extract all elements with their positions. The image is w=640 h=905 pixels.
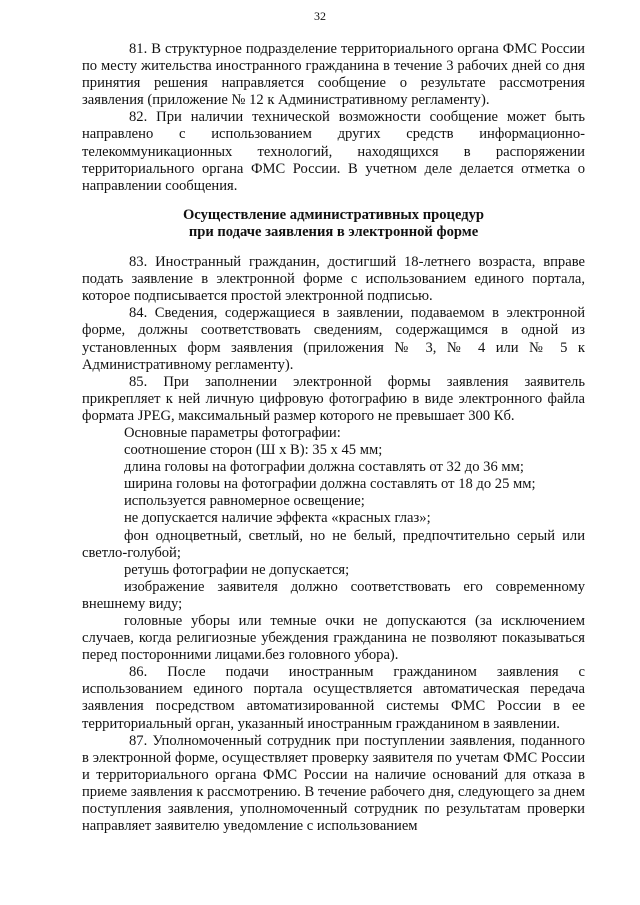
photo-param-item: ширина головы на фотографии должна составлять от 18 до 25 мм;	[124, 476, 536, 493]
paragraph-81: 81. В структурное подразделение территориального органа ФМС России по месту жительства иностранного гражданина в течение 3 рабочих дней со дня принятия решения направляется сообщение о результате рассмотрения заявления (приложение № 12 к Административному регламенту).	[82, 41, 585, 109]
photo-param-item: изображение заявителя должно соответствовать его современному внешнему виду;	[82, 578, 585, 612]
paragraph-82: 82. При наличии технической возможности сообщение может быть направлено с использованием других средств информационно-телекоммуникационных технологий, находящихся в распоряжении территориального органа ФМС России. В учетном деле делается отметка о направлении сообщения.	[82, 109, 585, 194]
photo-param-item: головные уборы или темные очки не допускаются (за исключением случаев, когда религиозные убеждения гражданина не позволяют показываться перед посторонними лицами.без головного убора).	[82, 613, 585, 664]
page-number: 32	[314, 9, 326, 23]
photo-param-item: ретушь фотографии не допускается;	[124, 561, 350, 578]
section-heading	[82, 207, 585, 241]
section-heading-line-1: Осуществление административных процедур	[182, 206, 485, 223]
photo-param-item: соотношение сторон (Ш х В): 35 х 45 мм;	[124, 442, 383, 459]
photo-param-item: используется равномерное освещение;	[124, 493, 365, 510]
document-body	[82, 41, 585, 835]
paragraph-85: 85. При заполнении электронной формы заявления заявитель прикрепляет к ней личную цифровую фотографию в виде электронного файла формата JPEG, максимальный размер которого не превышает 300 Кб.	[82, 373, 585, 424]
paragraph-86: 86. После подачи иностранным гражданином заявления с использованием единого портала осуществляется автоматическая передача заявления посредством автоматизированной системы ФМС России в ее территориальный орган, указанный иностранным гражданином в заявлении.	[82, 664, 585, 732]
paragraph-87: 87. Уполномоченный сотрудник при поступлении заявления, поданного в электронной форме, осуществляет проверку заявителя по учетам ФМС России и территориального органа ФМС России на наличие оснований для отказа в приеме заявления к рассмотрению. В течение рабочего дня, следующего за днем поступления заявления, уполномоченный сотрудник по результатам проверки направляет заявителю уведомление с использованием	[82, 732, 585, 835]
section-heading-line-2: при подаче заявления в электронной форме	[188, 223, 479, 240]
photo-params-intro: Основные параметры фотографии:	[124, 424, 341, 441]
paragraph-83: 83. Иностранный гражданин, достигший 18-летнего возраста, вправе подать заявление в электронной форме с использованием единого портала, которое подписывается простой электронной подписью.	[82, 254, 585, 305]
photo-param-item: не допускается наличие эффекта «красных глаз»;	[124, 510, 431, 527]
paragraph-84: 84. Сведения, содержащиеся в заявлении, подаваемом в электронной форме, должны соответствовать сведениям, содержащимся в одной из установленных форм заявления (приложения № 3, № 4 или № 5 к Административному регламенту).	[82, 305, 585, 373]
photo-param-item: длина головы на фотографии должна составлять от 32 до 36 мм;	[124, 459, 524, 476]
photo-param-item: фон одноцветный, светлый, но не белый, предпочтительно серый или светло-голубой;	[82, 527, 585, 561]
